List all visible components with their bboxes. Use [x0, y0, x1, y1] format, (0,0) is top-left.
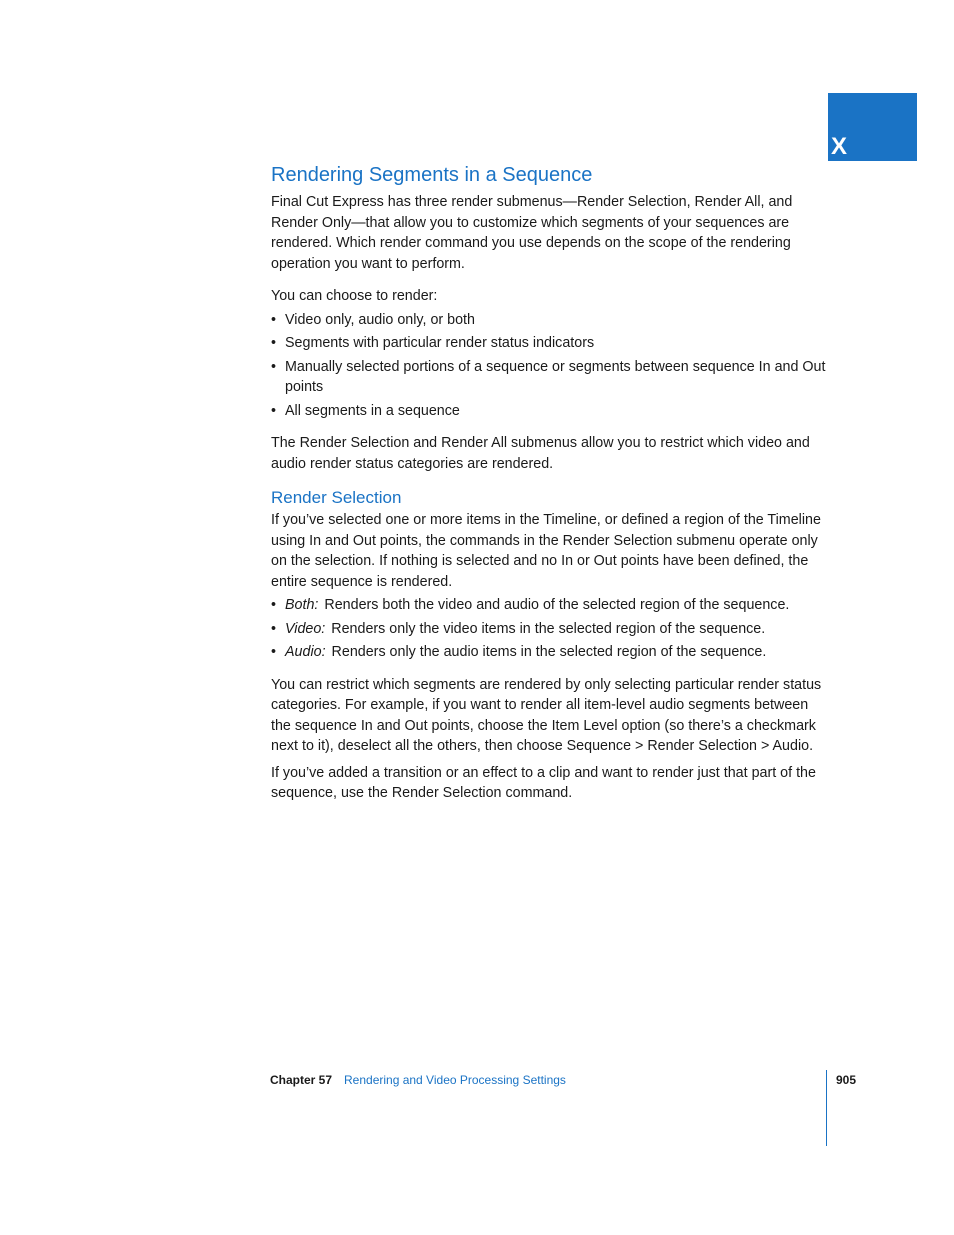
- list-item: [271, 333, 827, 354]
- bullet-glyph: •: [271, 644, 277, 660]
- submenus-note: The Render Selection and Render All submenus allow you to restrict which video and audio render status categories are rendered.: [271, 435, 810, 472]
- list-item-text: All segments in a sequence: [285, 402, 460, 419]
- bullet-glyph: •: [271, 597, 277, 613]
- list-item-text: Video only, audio only, or both: [285, 311, 475, 328]
- option-term: Both:: [285, 597, 319, 613]
- section-heading: Rendering Segments in a Sequence: [271, 164, 593, 186]
- subsection-heading: Render Selection: [271, 488, 402, 507]
- bullet-glyph: •: [271, 620, 277, 637]
- list-item: [271, 310, 827, 331]
- footer-chapter-title: Rendering and Video Processing Settings: [344, 1073, 566, 1087]
- option-item: [271, 619, 827, 640]
- option-item: [271, 595, 827, 616]
- list-item: [271, 357, 827, 398]
- option-term: Audio:: [285, 644, 326, 660]
- chapter-tab-letter: X: [831, 133, 848, 160]
- page-content: [271, 160, 827, 804]
- section-intro: Final Cut Express has three render submenus—Render Selection, Render All, and Render Only—that allow you to customize which segments of your sequences are rendered. Which render command you use depends on the scope of the rendering operation you want to perform.: [271, 194, 793, 272]
- render-choices-list: [271, 310, 827, 422]
- option-text: Renders only the video items in the selected region of the sequence.: [331, 620, 766, 637]
- option-item: [271, 642, 827, 663]
- bullet-glyph: •: [271, 402, 277, 419]
- footer-divider: [826, 1070, 827, 1146]
- list-item-text: Segments with particular render status indicators: [285, 335, 595, 351]
- bullet-glyph: •: [271, 358, 277, 375]
- footer-chapter-label: Chapter 57: [270, 1073, 333, 1087]
- list-item-text: Manually selected portions of a sequence or segments between sequence In and Out points: [285, 358, 826, 395]
- option-text: Renders both the video and audio of the selected region of the sequence.: [324, 597, 790, 613]
- list-item: [271, 401, 827, 422]
- choose-lead: You can choose to render:: [271, 288, 438, 304]
- chapter-tab: [828, 93, 917, 161]
- render-selection-options: [271, 595, 827, 663]
- bullet-glyph: •: [271, 311, 277, 328]
- transition-paragraph: If you’ve added a transition or an effect to a clip and want to render just that part of the sequence, use the Render Selection command.: [271, 764, 816, 801]
- subsection-intro: If you’ve selected one or more items in the Timeline, or defined a region of the Timeline using In and Out points, the commands in the Render Selection submenu operate only on the selection. If nothing is selected and no In or Out points have been defined, the entire sequence is rendered.: [271, 512, 821, 590]
- option-term: Video:: [285, 620, 326, 637]
- page-number: 905: [836, 1073, 857, 1087]
- restrict-paragraph: You can restrict which segments are rendered by only selecting particular render status categories. For example, if you want to render all item-level audio segments between the sequence In and Out points, choose the Item Level option (so there’s a checkmark next to it), deselect all the others, then choose Sequence > Render Selection > Audio.: [271, 676, 822, 754]
- bullet-glyph: •: [271, 335, 277, 351]
- option-text: Renders only the audio items in the selected region of the sequence.: [331, 644, 767, 660]
